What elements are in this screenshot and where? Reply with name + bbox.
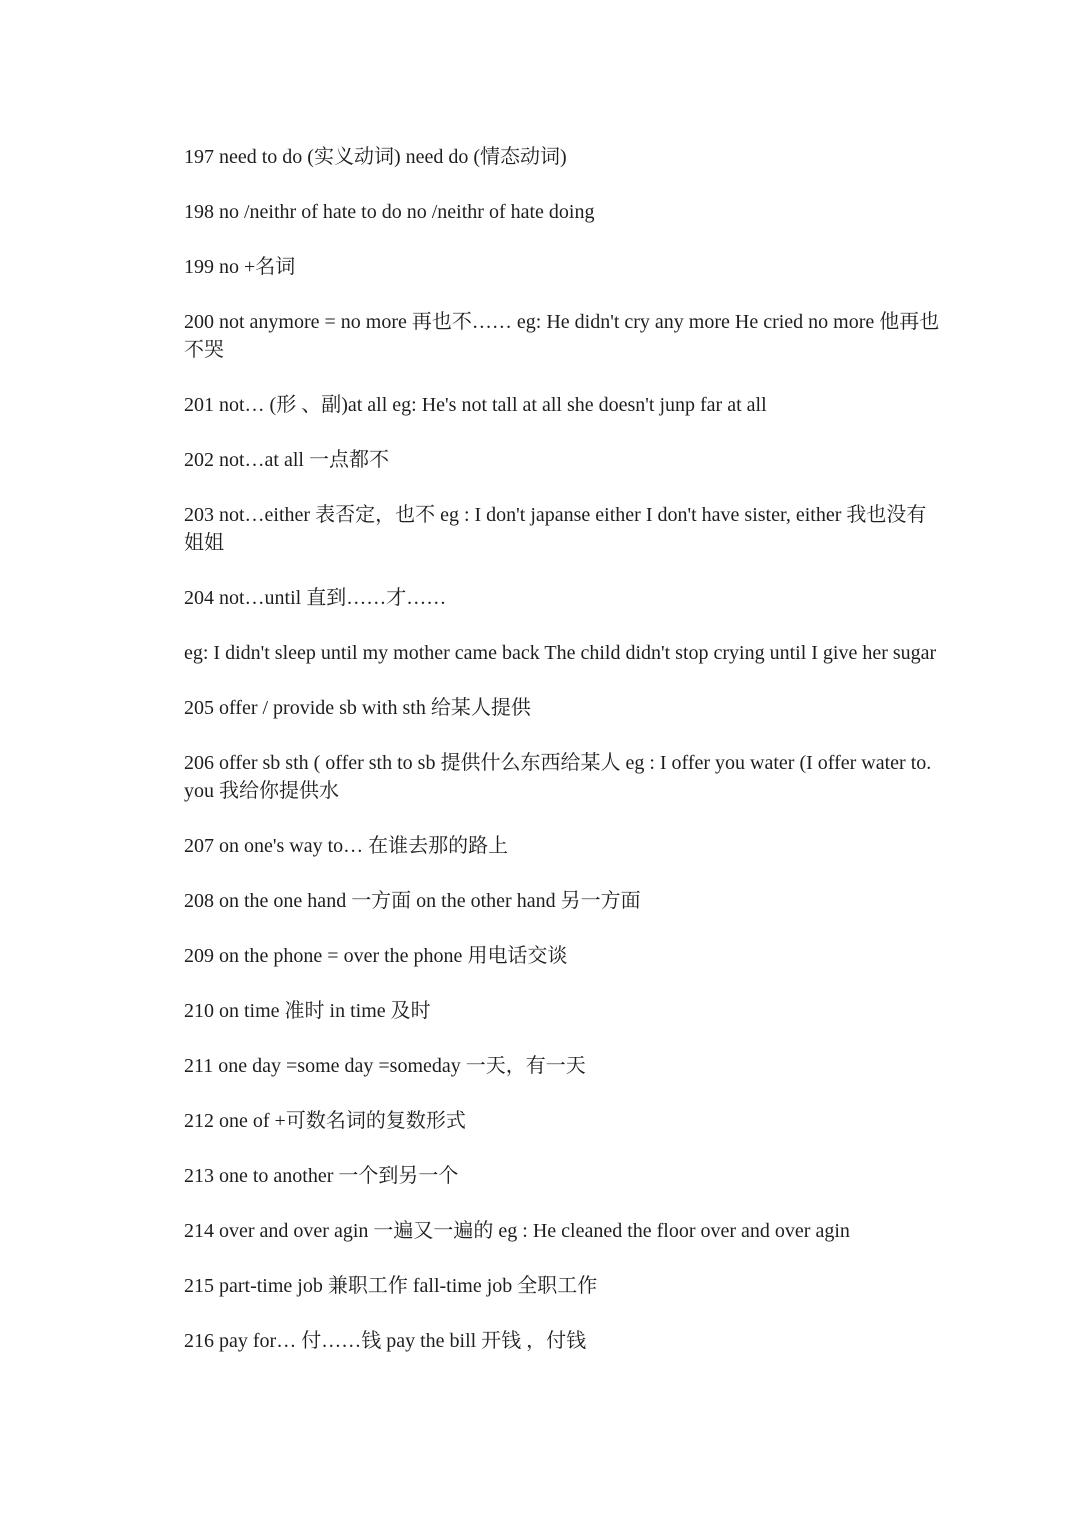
phrase-entry: 204 not…until 直到……才…… <box>184 587 447 609</box>
phrase-entry: 214 over and over agin 一遍又一遍的 eg : He cleaned the floor over and over agin <box>184 1220 850 1242</box>
phrase-entry: 206 offer sb sth ( offer sth to sb 提供什么东西给某人 eg : I offer you water (I offer water to. you 我给你提供水 <box>184 752 932 802</box>
phrase-entry: 205 offer / provide sb with sth 给某人提供 <box>184 697 531 719</box>
phrase-entry: 210 on time 准时 in time 及时 <box>184 1000 431 1022</box>
phrase-entry: 199 no +名词 <box>184 256 296 278</box>
phrase-list <box>184 143 944 1382</box>
phrase-entry: 203 not…either 表否定，也不 eg : I don't japanse either I don't have sister, either 我也没有姐姐 <box>184 504 927 554</box>
phrase-entry: 211 one day =some day =someday 一天，有一天 <box>184 1055 586 1077</box>
phrase-entry: 212 one of +可数名词的复数形式 <box>184 1110 466 1132</box>
phrase-entry: 207 on one's way to… 在谁去那的路上 <box>184 835 509 857</box>
phrase-entry: 198 no /neithr of hate to do no /neithr of hate doing <box>184 201 595 223</box>
phrase-entry: 197 need to do (实义动词) need do (情态动词) <box>184 146 567 168</box>
phrase-entry: 202 not…at all 一点都不 <box>184 449 389 471</box>
phrase-entry: 216 pay for… 付……钱 pay the bill 开钱 ，付钱 <box>184 1330 587 1352</box>
phrase-entry: 215 part-time job 兼职工作 fall-time job 全职工作 <box>184 1275 598 1297</box>
phrase-entry: 208 on the one hand 一方面 on the other hand 另一方面 <box>184 890 641 912</box>
phrase-entry: 200 not anymore = no more 再也不…… eg: He didn't cry any more He cried no more 他再也不哭 <box>184 311 940 361</box>
phrase-entry: 209 on the phone = over the phone 用电话交谈 <box>184 945 568 967</box>
phrase-entry: 201 not… (形 、副)at all eg: He's not tall at all she doesn't junp far at all <box>184 394 767 416</box>
example-sentence: eg: I didn't sleep until my mother came back The child didn't stop crying until I give her sugar <box>184 642 937 664</box>
phrase-entry: 213 one to another 一个到另一个 <box>184 1165 459 1187</box>
